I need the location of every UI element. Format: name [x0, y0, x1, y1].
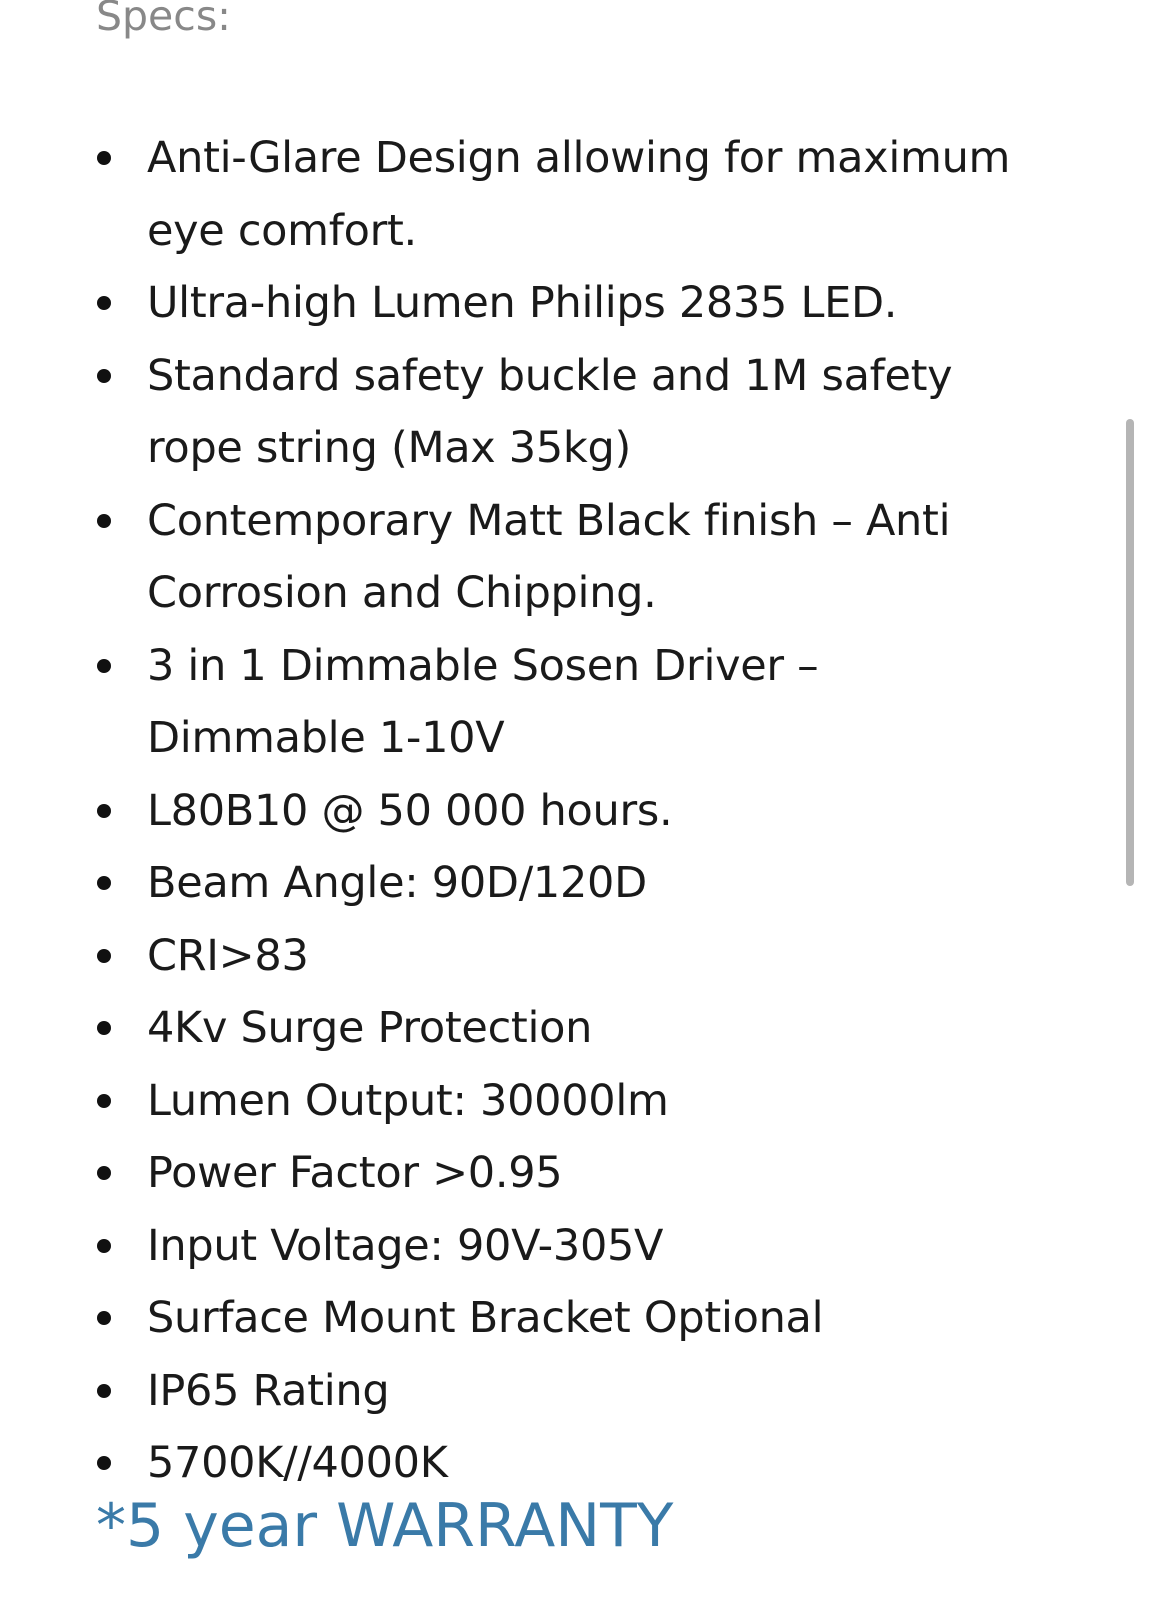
spec-item-text: Lumen Output: 30000lm: [147, 1075, 669, 1126]
bullet-icon: [97, 514, 111, 528]
spec-item: [0, 1210, 1158, 1283]
bullet-icon: [97, 876, 111, 890]
spec-item: [0, 847, 1158, 920]
spec-item-text: 5700K//4000K: [147, 1438, 448, 1488]
bullet-icon: [97, 1166, 111, 1180]
bullet-icon: [97, 659, 111, 673]
spec-item: [0, 1065, 1158, 1138]
spec-item-text: Anti-Glare Design allowing for maximum eye comfort.: [147, 133, 1011, 256]
spec-item: [0, 267, 1158, 340]
spec-item: [0, 340, 1158, 485]
spec-item-text: 3 in 1 Dimmable Sosen Driver – Dimmable 1-10V: [147, 640, 819, 763]
spec-item-text: Power Factor >0.95: [147, 1148, 563, 1198]
bullet-icon: [97, 369, 111, 383]
spec-item: [0, 920, 1158, 993]
spec-item: [0, 1355, 1158, 1428]
spec-item: [0, 775, 1158, 848]
bullet-icon: [97, 1021, 111, 1035]
spec-item: [0, 485, 1158, 630]
spec-item-text: Input Voltage: 90V-305V: [147, 1220, 664, 1271]
spec-item-text: Surface Mount Bracket Optional: [147, 1293, 824, 1343]
bullet-icon: [97, 296, 111, 310]
spec-item: [0, 992, 1158, 1065]
bullet-icon: [97, 151, 111, 165]
spec-item: [0, 1427, 1158, 1500]
scrollbar-thumb[interactable]: [1126, 419, 1134, 886]
bullet-icon: [97, 949, 111, 963]
vertical-scrollbar[interactable]: [1124, 0, 1136, 1600]
spec-item-text: L80B10 @ 50 000 hours.: [147, 785, 673, 836]
spec-item-text: Beam Angle: 90D/120D: [147, 858, 647, 908]
specs-heading: Specs:: [96, 0, 231, 40]
spec-item-text: 4Kv Surge Protection: [147, 1003, 593, 1053]
spec-item-text: Contemporary Matt Black finish – Anti Corrosion and Chipping.: [147, 495, 951, 618]
spec-item-text: Standard safety buckle and 1M safety rope string (Max 35kg): [147, 350, 953, 473]
bullet-icon: [97, 1311, 111, 1325]
bullet-icon: [97, 1094, 111, 1108]
spec-item-text: Ultra-high Lumen Philips 2835 LED.: [147, 278, 898, 328]
spec-item: [0, 630, 1158, 775]
bullet-icon: [97, 804, 111, 818]
spec-list: [0, 122, 1158, 1500]
spec-item: [0, 1282, 1158, 1355]
spec-item: [0, 1137, 1158, 1210]
spec-item-text: IP65 Rating: [147, 1365, 390, 1416]
bullet-icon: [97, 1239, 111, 1253]
spec-item-text: CRI>83: [147, 930, 309, 981]
spec-item: [0, 122, 1158, 267]
bullet-icon: [97, 1456, 111, 1470]
warranty-text: *5 year WARRANTY: [96, 1491, 674, 1561]
bullet-icon: [97, 1384, 111, 1398]
